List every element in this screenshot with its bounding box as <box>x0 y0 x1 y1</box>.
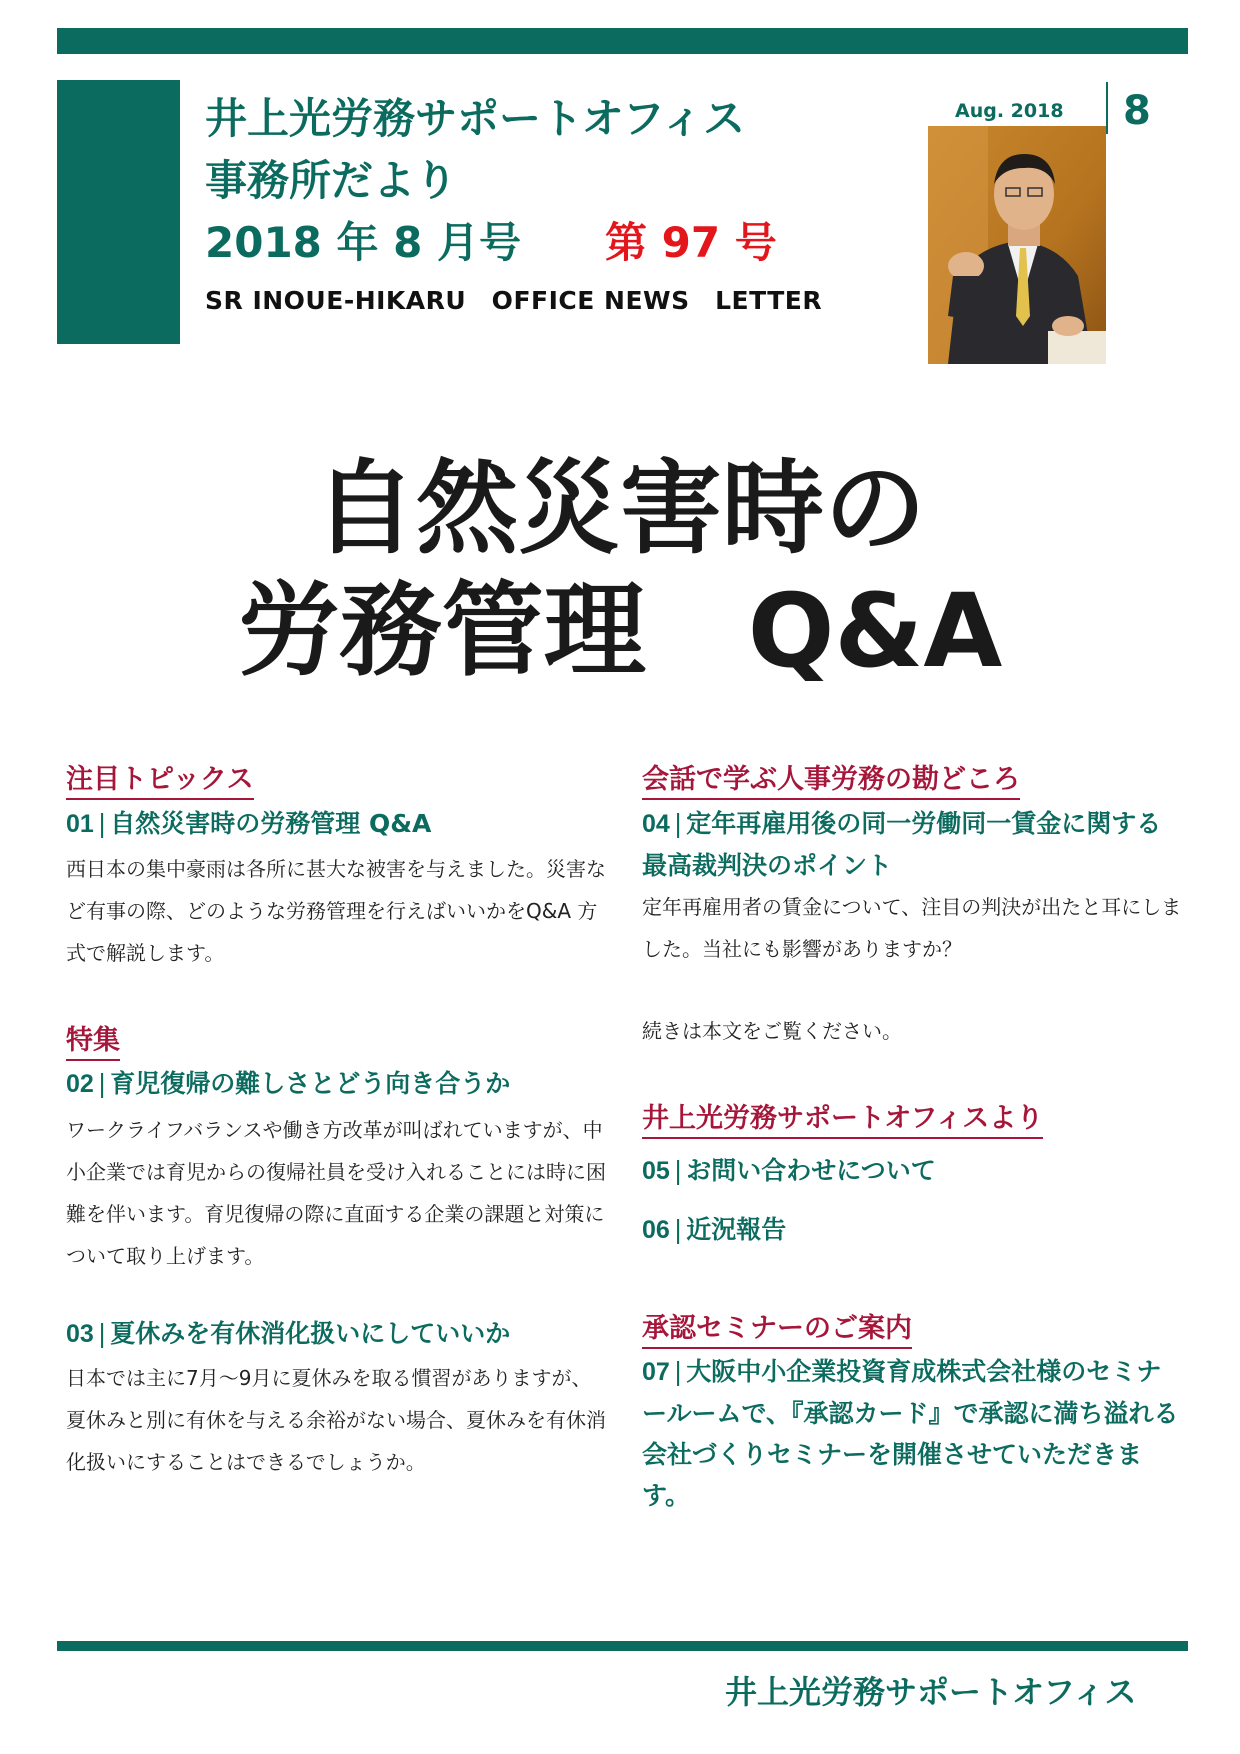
top-bar <box>57 28 1188 54</box>
item-01-number: 01 <box>66 810 94 838</box>
item-02-body: ワークライフバランスや働き方改革が叫ばれていますが、中小企業では育児からの復帰社員を受け入れることには時に困難を伴います。育児復帰の際に直面する企業の課題と対策について取り上げます。 <box>66 1118 606 1268</box>
item-03-body: 日本では主に7月～9月に夏休みを取る慣習がありますが、夏休みと別に有休を与える余裕がない場合、夏休みを有休消化扱いにすることはできるでしょうか。 <box>66 1366 606 1474</box>
newsletter-subtitle: 事務所だより <box>205 156 458 205</box>
item-05-number: 05 <box>642 1157 670 1185</box>
section-heading-conversation: 会話で学ぶ人事労務の勘どころ <box>642 757 1020 800</box>
item-04[interactable] <box>642 803 1182 886</box>
item-separator: | <box>673 1357 683 1386</box>
item-07[interactable] <box>642 1351 1182 1516</box>
month-number: 8 <box>1123 88 1151 134</box>
bottom-bar <box>57 1641 1188 1651</box>
issue-number: 第 97 号 <box>605 218 777 267</box>
main-title-line1: 自然災害時の <box>314 450 926 569</box>
item-03-title: 夏休みを有休消化扱いにしていいか <box>110 1319 511 1348</box>
item-03-number: 03 <box>66 1320 94 1348</box>
item-05-title: お問い合わせについて <box>686 1156 936 1185</box>
footer-office-name: 井上光労務サポートオフィス <box>725 1673 1137 1711</box>
item-04-number: 04 <box>642 810 670 838</box>
english-title: SR INOUE-HIKARU OFFICE NEWS LETTER <box>205 286 823 315</box>
item-01-title: 自然災害時の労務管理 Q&A <box>110 809 432 838</box>
main-title-line2: 労務管理 Q&A <box>237 572 1003 691</box>
item-07-number: 07 <box>642 1358 670 1386</box>
item-02[interactable] <box>66 1063 611 1105</box>
header-side-block <box>57 80 180 344</box>
section-heading-office: 井上光労務サポートオフィスより <box>642 1096 1043 1139</box>
item-separator: | <box>673 1215 683 1244</box>
item-06-title: 近況報告 <box>686 1215 787 1244</box>
item-separator: | <box>673 1156 683 1185</box>
section-heading-feature: 特集 <box>66 1018 120 1061</box>
continued-note: 続きは本文をご覧ください。 <box>642 1019 902 1043</box>
item-04-title: 定年再雇用後の同一労働同一賃金に関する最高裁判決のポイント <box>642 809 1162 880</box>
portrait-photo <box>928 126 1106 364</box>
item-separator: | <box>97 1069 107 1098</box>
issue-date: 2018 年 8 月号 <box>205 218 521 267</box>
item-separator: | <box>97 1319 107 1348</box>
item-05[interactable] <box>642 1150 1182 1192</box>
item-01-body: 西日本の集中豪雨は各所に甚大な被害を与えました。災害など有事の際、どのような労務管理を行えばいいかをQ&A 方式で解説します。 <box>66 857 606 965</box>
section-heading-seminar: 承認セミナーのご案内 <box>642 1306 912 1349</box>
item-03[interactable] <box>66 1313 611 1355</box>
item-separator: | <box>673 809 683 838</box>
item-02-number: 02 <box>66 1070 94 1098</box>
item-02-title: 育児復帰の難しさとどう向き合うか <box>110 1069 511 1098</box>
month-divider <box>1106 82 1108 134</box>
item-07-title: 大阪中小企業投資育成株式会社様のセミナールームで、『承認カード』で承認に満ち溢れる会社づくりセミナーを開催させていただきます。 <box>642 1357 1179 1510</box>
date-label: Aug. 2018 <box>955 100 1064 122</box>
item-separator: | <box>97 809 107 838</box>
section-heading-topics: 注目トピックス <box>66 757 254 800</box>
item-01[interactable] <box>66 803 611 845</box>
office-name: 井上光労務サポートオフィス <box>205 94 746 143</box>
item-06-number: 06 <box>642 1216 670 1244</box>
item-06[interactable] <box>642 1209 1182 1251</box>
item-04-body: 定年再雇用者の賃金について、注目の判決が出たと耳にしました。当社にも影響がありますか？ <box>642 895 1182 961</box>
